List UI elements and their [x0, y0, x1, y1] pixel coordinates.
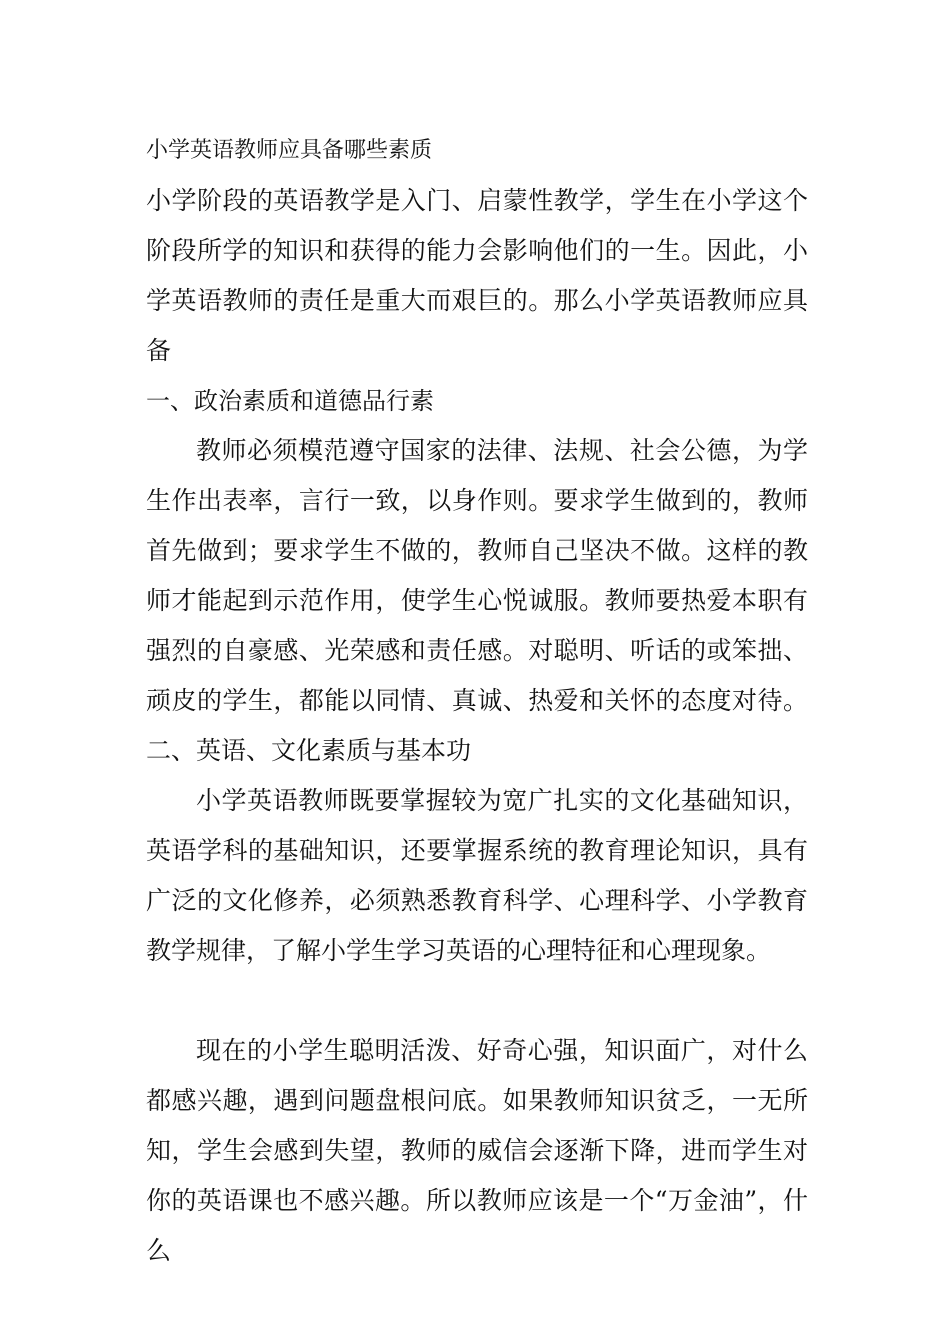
students-curiosity-paragraph: 现在的小学生聪明活泼、好奇心强，知识面广，对什么都感兴趣，遇到问题盘根问底。如果教师知识贫乏，一无所知，学生会感到失望，教师的威信会逐渐下降，进而学生对你的英语课也不感兴趣。所以教师应该是一个“万金油”，什么: [146, 1036, 808, 1265]
paragraph-spacer: [146, 976, 808, 1026]
document-body: [146, 126, 808, 1276]
politics-ethics-paragraph: 教师必须模范遵守国家的法律、法规、社会公德，为学生作出表率，言行一致，以身作则。要求学生做到的，教师首先做到；要求学生不做的，教师自己坚决不做。这样的教师才能起到示范作用，使学生心悦诚服。教师要热爱本职有强烈的自豪感、光荣感和责任感。对聪明、听话的或笨拙、顽皮的学生，都能以同情、真诚、热爱和关怀的态度对待。二、英语、文化素质与基本功: [146, 436, 808, 765]
section-heading-politics-ethics: 一、政治素质和道德品行素: [146, 387, 434, 415]
english-culture-paragraph: 小学英语教师既要掌握较为宽广扎实的文化基础知识，英语学科的基础知识，还要掌握系统的教育理论知识，具有广泛的文化修养，必须熟悉教育科学、心理科学、小学教育教学规律，了解小学生学习英语的心理特征和心理现象。: [146, 786, 808, 965]
document-title: 小学英语教师应具备哪些素质: [146, 138, 433, 163]
intro-paragraph: 小学阶段的英语教学是入门、启蒙性教学，学生在小学这个阶段所学的知识和获得的能力会影响他们的一生。因此，小学英语教师的责任是重大而艰巨的。那么小学英语教师应具备: [146, 186, 808, 365]
